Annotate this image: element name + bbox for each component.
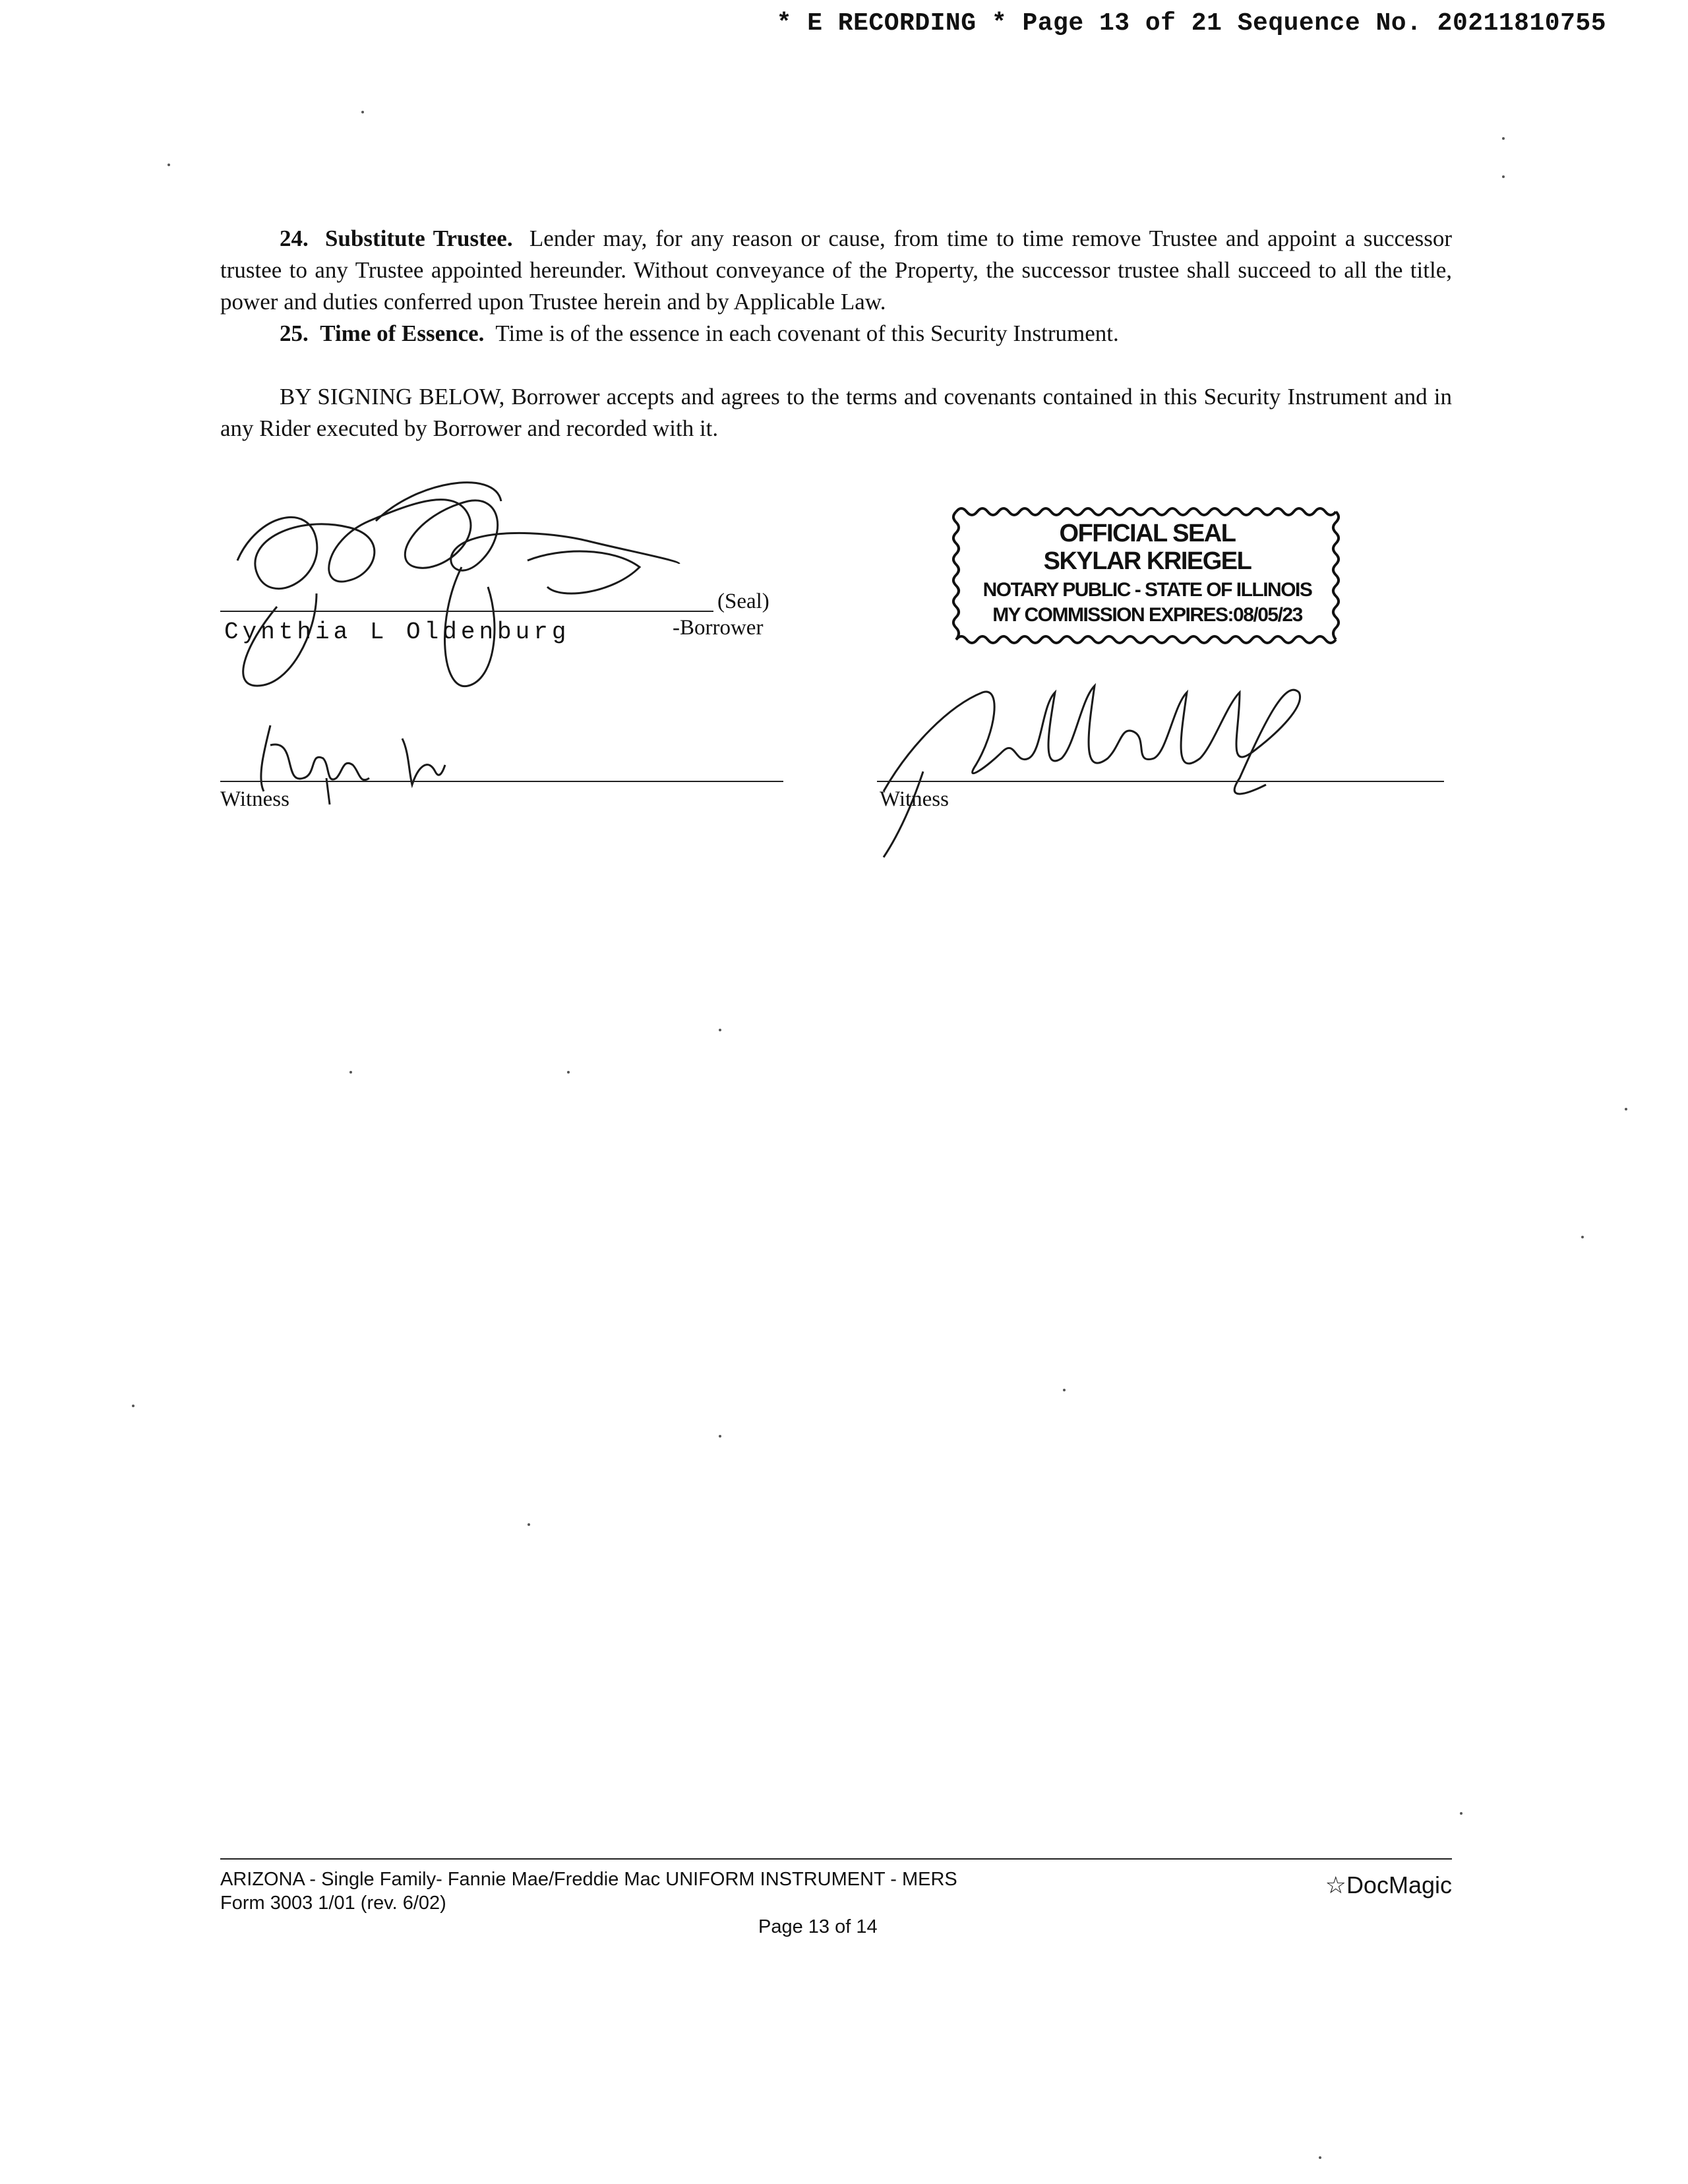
- footer-rule: [220, 1858, 1452, 1860]
- right-witness-signature: [870, 666, 1319, 864]
- paragraph-25: [220, 318, 1452, 349]
- borrower-role-label: -Borrower: [673, 616, 764, 640]
- paragraph-25-title: Time of Essence.: [320, 320, 485, 346]
- footer-form-title: ARIZONA - Single Family- Fannie Mae/Freddie Mac UNIFORM INSTRUMENT - MERS: [220, 1869, 957, 1890]
- left-witness-line: [220, 781, 783, 782]
- paragraph-25-number: 25.: [280, 320, 309, 346]
- scan-speck: [167, 164, 170, 166]
- left-witness-label: Witness: [220, 787, 289, 811]
- scan-speck: [719, 1029, 721, 1031]
- seal-notary-state: NOTARY PUBLIC - STATE OF ILLINOIS: [982, 579, 1312, 601]
- recording-stamp-header: * E RECORDING * Page 13 of 21 Sequence No. 20211810755: [776, 9, 1606, 38]
- scan-speck: [1581, 1236, 1584, 1238]
- docmagic-logo: [1325, 1871, 1452, 1899]
- scan-speck: [1319, 2156, 1321, 2159]
- scan-speck: [361, 111, 364, 113]
- paragraph-25-text: Time is of the essence in each covenant of this Security Instrument.: [495, 320, 1119, 346]
- scan-speck: [719, 1435, 721, 1438]
- docmagic-brand: DocMagic: [1346, 1871, 1452, 1898]
- scan-speck: [132, 1405, 135, 1407]
- borrower-signature-line: [220, 611, 713, 612]
- signing-statement: BY SIGNING BELOW, Borrower accepts and agrees to the terms and covenants contained in this Security Instrument and in any Rider executed by Borrower and recorded with it.: [220, 384, 1452, 441]
- seal-notary-name: SKYLAR KRIEGEL: [1043, 547, 1251, 575]
- scan-speck: [1502, 175, 1505, 178]
- footer-form-number: Form 3003 1/01 (rev. 6/02): [220, 1893, 446, 1914]
- document-body: [220, 223, 1452, 444]
- paragraph-24: [220, 223, 1452, 318]
- seal-title: OFFICIAL SEAL: [1059, 520, 1236, 547]
- scan-speck: [567, 1071, 570, 1074]
- borrower-name: Cynthia L Oldenburg: [224, 619, 570, 646]
- seal-commission-expiry: MY COMMISSION EXPIRES:08/05/23: [992, 604, 1302, 626]
- paragraph-24-title: Substitute Trustee.: [325, 226, 513, 251]
- scan-speck: [1460, 1812, 1462, 1815]
- scan-speck: [349, 1071, 352, 1074]
- seal-label: (Seal): [717, 590, 769, 613]
- scan-speck: [1063, 1389, 1066, 1391]
- notary-seal: [950, 504, 1345, 649]
- paragraph-24-number: 24.: [280, 226, 309, 251]
- scan-speck: [1625, 1108, 1627, 1110]
- right-witness-line: [877, 781, 1444, 782]
- right-witness-label: Witness: [880, 787, 949, 811]
- scan-speck: [528, 1523, 530, 1526]
- paragraph-24-text: Lender may, for any reason or cause, from time to time remove Trustee and appoint a successor trustee to any Trustee appointed hereunder. Without conveyance of the Property, the successor trustee shall succeed to all the title, power and duties conferred upon Trustee herein and by Applicable Law.: [220, 226, 1453, 315]
- borrower-signature: [218, 475, 719, 712]
- star-outline-icon: ☆: [1325, 1871, 1346, 1898]
- footer-page-number: Page 13 of 14: [758, 1916, 878, 1937]
- scan-speck: [1502, 137, 1505, 140]
